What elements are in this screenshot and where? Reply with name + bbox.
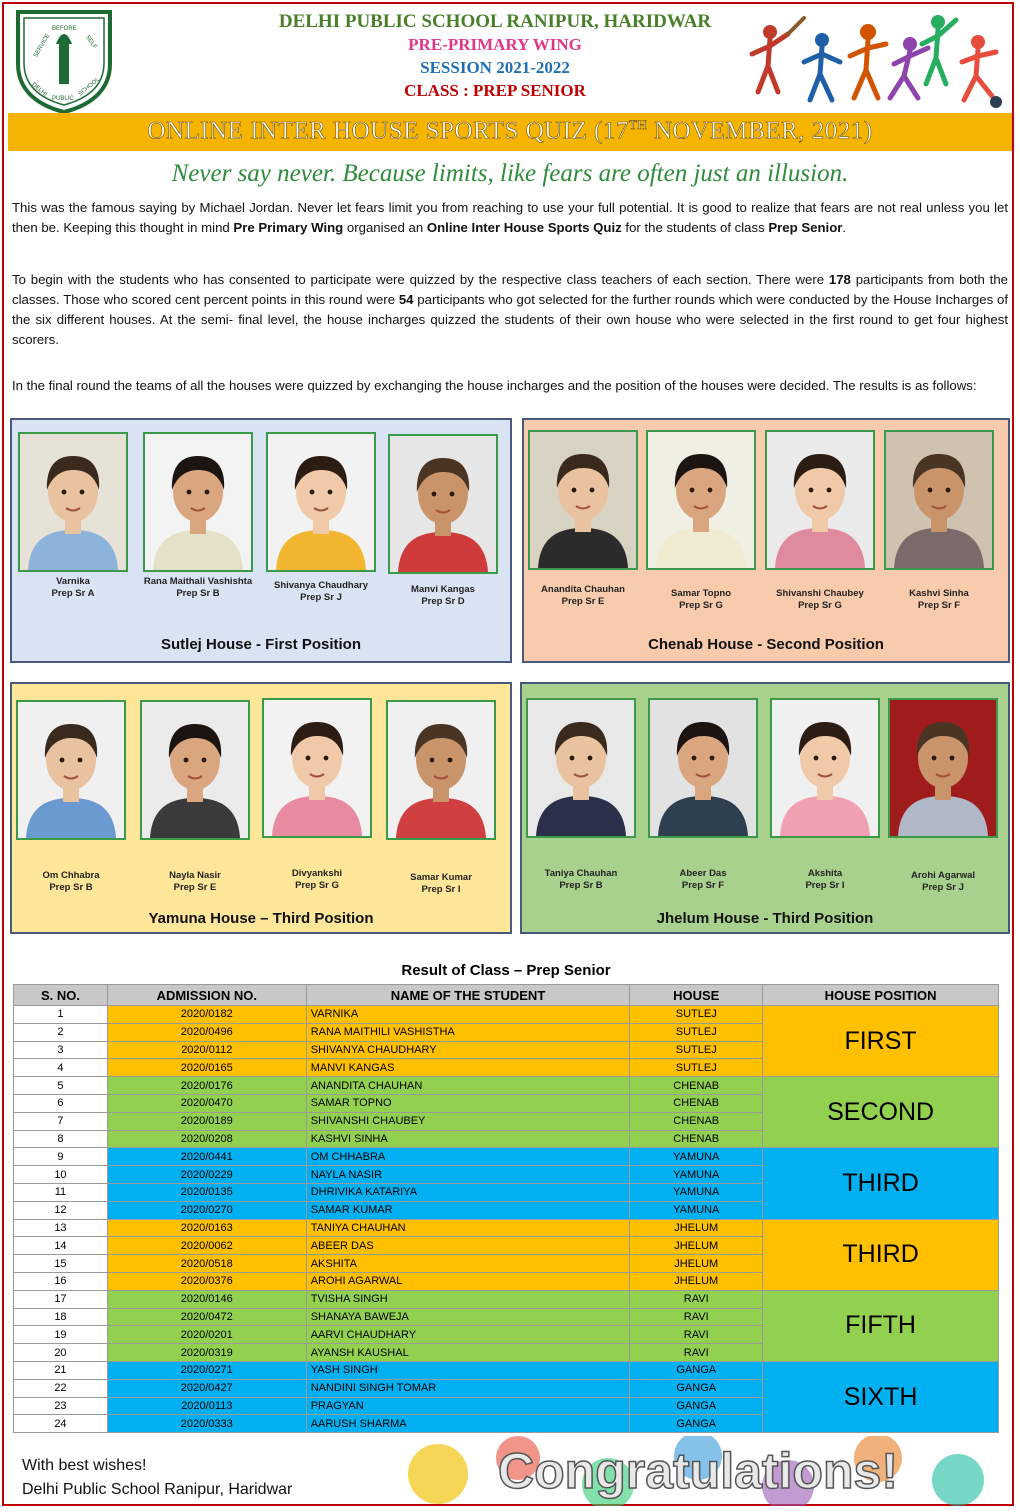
cell-admission: 2020/0208: [107, 1130, 306, 1148]
student-section: Prep Sr G: [679, 600, 723, 611]
house-title: Yamuna House – Third Position: [148, 910, 374, 927]
cell-admission: 2020/0165: [107, 1059, 306, 1077]
cell-admission: 2020/0189: [107, 1112, 306, 1130]
cell-admission: 2020/0229: [107, 1166, 306, 1184]
cell-sno: 2: [14, 1023, 108, 1041]
cell-admission: 2020/0163: [107, 1219, 306, 1237]
student-card: [765, 430, 875, 611]
cell-house: CHENAB: [630, 1112, 763, 1130]
student-name: Anandita Chauhan: [541, 584, 625, 595]
cell-admission: 2020/0176: [107, 1077, 306, 1095]
student-section: Prep Sr A: [51, 588, 95, 599]
cell-sno: 20: [14, 1344, 108, 1362]
cell-name: YASH SINGH: [306, 1361, 630, 1379]
cell-admission: 2020/0062: [107, 1237, 306, 1255]
cell-house: JHELUM: [630, 1255, 763, 1273]
cell-admission: 2020/0319: [107, 1344, 306, 1362]
logo-text: PUBLIC: [52, 96, 74, 102]
session: SESSION 2021-2022: [420, 58, 570, 77]
cell-house: CHENAB: [630, 1077, 763, 1095]
cell-house: CHENAB: [630, 1094, 763, 1112]
student-section: Prep Sr J: [922, 882, 964, 893]
student-card: [266, 432, 376, 603]
student-section: Prep Sr J: [300, 592, 342, 603]
cell-name: VARNIKA: [306, 1006, 630, 1024]
student-caption: [636, 588, 766, 612]
student-photo: [765, 430, 875, 570]
cell-house: SUTLEJ: [630, 1041, 763, 1059]
student-section: Prep Sr F: [681, 880, 725, 891]
student-card: [528, 430, 638, 607]
text: To begin with the students who has consented to participate were quizzed by the respective class teachers of each section. There were: [12, 272, 829, 287]
cell-sno: 8: [14, 1130, 108, 1148]
student-name: Shivanshi Chaubey: [776, 588, 864, 599]
student-section: Prep Sr B: [559, 880, 603, 891]
sports-illustration: [740, 4, 1010, 112]
logo-text: DELHI: [30, 81, 48, 98]
student-name: Samar Topno: [671, 588, 731, 599]
wing-name: PRE-PRIMARY WING: [408, 35, 582, 54]
cell-house: JHELUM: [630, 1272, 763, 1290]
cell-name: NANDINI SINGH TOMAR: [306, 1379, 630, 1397]
cell-house-position: THIRD: [763, 1219, 999, 1290]
student-section: Prep Sr F: [917, 600, 961, 611]
student-section: Prep Sr G: [295, 880, 339, 891]
congratulations-banner: [398, 1436, 998, 1506]
student-caption: [378, 584, 508, 608]
cell-sno: 3: [14, 1041, 108, 1059]
cell-sno: 16: [14, 1272, 108, 1290]
student-photo: [528, 430, 638, 570]
event-title: [8, 117, 1012, 145]
cell-name: TVISHA SINGH: [306, 1290, 630, 1308]
logo-text: BEFORE: [52, 26, 77, 32]
table-header-row: [14, 985, 999, 1006]
student-photo: [143, 432, 253, 572]
student-card: [884, 430, 994, 611]
cell-name: ANANDITA CHAUHAN: [306, 1077, 630, 1095]
student-photo: [884, 430, 994, 570]
bold-text: 54: [398, 292, 414, 307]
student-card: [770, 698, 880, 891]
table-row: [14, 1290, 999, 1308]
house-title: Chenab House - Second Position: [648, 636, 884, 653]
bold-text: 178: [828, 272, 851, 287]
student-name: Rana Maithali Vashishta: [143, 576, 253, 587]
cell-admission: 2020/0271: [107, 1361, 306, 1379]
table-row: [14, 1219, 999, 1237]
table-row: [14, 1006, 999, 1024]
cell-sno: 21: [14, 1361, 108, 1379]
student-section: Prep Sr I: [421, 884, 461, 895]
student-card: [386, 700, 496, 895]
cell-house-position: FIRST: [763, 1006, 999, 1077]
cell-house-position: SIXTH: [763, 1361, 999, 1432]
cell-admission: 2020/0182: [107, 1006, 306, 1024]
paragraph-rounds: [12, 270, 1008, 350]
cell-admission: 2020/0427: [107, 1379, 306, 1397]
student-name: Manvi Kangas: [411, 584, 475, 595]
cell-sno: 5: [14, 1077, 108, 1095]
table-row: [14, 1077, 999, 1095]
student-caption: [256, 580, 386, 604]
logo-text: SERVICE: [33, 33, 52, 59]
text: This was the famous saying by Michael Jordan. Never let fears limit you from reaching to use your full potential. It is good to realize that fears are not real unless you let then be. Keeping this thought in mind: [12, 200, 1008, 235]
cell-name: SHIVANYA CHAUDHARY: [306, 1041, 630, 1059]
cell-sno: 1: [14, 1006, 108, 1024]
student-photo: [266, 432, 376, 572]
logo-text: SCHOOL: [77, 76, 101, 98]
student-name: Taniya Chauhan: [544, 868, 618, 879]
student-name: Samar Kumar: [410, 872, 472, 883]
student-caption: [376, 872, 506, 896]
cell-name: PRAGYAN: [306, 1397, 630, 1415]
cell-name: AKSHITA: [306, 1255, 630, 1273]
cell-sno: 18: [14, 1308, 108, 1326]
cell-name: ABEER DAS: [306, 1237, 630, 1255]
cell-name: KASHVI SINHA: [306, 1130, 630, 1148]
student-name: Kashvi Sinha: [909, 588, 969, 599]
cell-sno: 23: [14, 1397, 108, 1415]
cell-name: AARVI CHAUDHARY: [306, 1326, 630, 1344]
cell-name: AROHI AGARWAL: [306, 1272, 630, 1290]
student-photo: [770, 698, 880, 838]
cell-sno: 11: [14, 1183, 108, 1201]
student-card: [262, 698, 372, 891]
student-photo: [386, 700, 496, 840]
student-caption: [130, 870, 260, 894]
bold-text: Online Inter House Sports Quiz: [426, 220, 622, 235]
cell-name: MANVI KANGAS: [306, 1059, 630, 1077]
student-name: Arohi Agarwal: [910, 870, 976, 881]
student-card: [16, 700, 126, 893]
cell-name: SHANAYA BAWEJA: [306, 1308, 630, 1326]
cell-admission: 2020/0113: [107, 1397, 306, 1415]
cell-sno: 14: [14, 1237, 108, 1255]
student-card: [646, 430, 756, 611]
cell-admission: 2020/0470: [107, 1094, 306, 1112]
student-section: Prep Sr I: [805, 880, 845, 891]
student-name: Om Chhabra: [42, 870, 100, 881]
cell-house: YAMUNA: [630, 1166, 763, 1184]
table-row: [14, 1361, 999, 1379]
cell-house: YAMUNA: [630, 1148, 763, 1166]
cell-house: RAVI: [630, 1326, 763, 1344]
student-section: Prep Sr E: [561, 596, 605, 607]
student-card: [388, 434, 498, 607]
student-photo: [140, 700, 250, 840]
text: for the students of class: [621, 220, 769, 235]
paragraph-intro: [12, 198, 1008, 238]
cell-name: SAMAR KUMAR: [306, 1201, 630, 1219]
student-photo: [646, 430, 756, 570]
cell-name: AYANSH KAUSHAL: [306, 1344, 630, 1362]
cell-name: NAYLA NASIR: [306, 1166, 630, 1184]
header: [0, 0, 1020, 112]
cell-admission: 2020/0376: [107, 1272, 306, 1290]
cell-sno: 9: [14, 1148, 108, 1166]
cell-sno: 7: [14, 1112, 108, 1130]
text: participants who got selected for the further rounds which were conducted by the House Incharges of the six different houses. At the semi- final level, the house incharges quizzed the students of their own house who were selected in the first round to get four highest scorers.: [12, 292, 1008, 347]
title-banner: [8, 113, 1012, 151]
col-header: NAME OF THE STUDENT: [306, 985, 630, 1006]
student-name: Divyankshi: [291, 868, 343, 879]
student-photo: [262, 698, 372, 838]
col-header: HOUSE POSITION: [763, 985, 999, 1006]
cell-name: SAMAR TOPNO: [306, 1094, 630, 1112]
cell-admission: 2020/0146: [107, 1290, 306, 1308]
cell-sno: 24: [14, 1415, 108, 1433]
student-card: [648, 698, 758, 891]
footer-school: Delhi Public School Ranipur, Haridwar: [22, 1481, 293, 1498]
student-name: Varnika: [56, 576, 90, 587]
cell-admission: 2020/0441: [107, 1148, 306, 1166]
cell-sno: 4: [14, 1059, 108, 1077]
student-caption: [133, 576, 263, 600]
student-section: Prep Sr B: [176, 588, 220, 599]
cell-house: RAVI: [630, 1290, 763, 1308]
student-card: [140, 700, 250, 893]
student-photo: [16, 700, 126, 840]
cell-sno: 10: [14, 1166, 108, 1184]
house-title: Jhelum House - Third Position: [656, 910, 874, 927]
cell-admission: 2020/0201: [107, 1326, 306, 1344]
cell-house: RAVI: [630, 1308, 763, 1326]
result-title: Result of Class – Prep Senior: [401, 962, 611, 979]
header-lines: [200, 10, 790, 102]
student-name: Shivanya Chaudhary: [274, 580, 368, 591]
cell-admission: 2020/0518: [107, 1255, 306, 1273]
cell-house: RAVI: [630, 1344, 763, 1362]
cell-house: GANGA: [630, 1379, 763, 1397]
cell-house: YAMUNA: [630, 1183, 763, 1201]
student-name: Akshita: [807, 868, 843, 879]
cell-house: GANGA: [630, 1415, 763, 1433]
title-part: NOVEMBER, 2021): [647, 117, 873, 145]
student-photo: [888, 698, 998, 838]
student-caption: [6, 870, 136, 894]
col-header: ADMISSION NO.: [107, 985, 306, 1006]
student-photo: [388, 434, 498, 574]
cell-name: SHIVANSHI CHAUBEY: [306, 1112, 630, 1130]
student-caption: [755, 588, 885, 612]
col-header: S. NO.: [14, 985, 108, 1006]
cell-house: GANGA: [630, 1397, 763, 1415]
text: organised an: [343, 220, 427, 235]
cell-sno: 22: [14, 1379, 108, 1397]
class-name: CLASS : PREP SENIOR: [404, 81, 586, 100]
text: .: [842, 220, 847, 235]
cell-house-position: SECOND: [763, 1077, 999, 1148]
cell-admission: 2020/0333: [107, 1415, 306, 1433]
cell-house: JHELUM: [630, 1237, 763, 1255]
student-card: [143, 432, 253, 599]
student-photo: [18, 432, 128, 572]
cell-admission: 2020/0270: [107, 1201, 306, 1219]
cell-house: SUTLEJ: [630, 1059, 763, 1077]
footer-wishes: With best wishes!: [22, 1457, 147, 1474]
title-part: ONLINE INTER HOUSE SPORTS QUIZ (17: [147, 117, 629, 145]
result-table: [13, 984, 999, 1433]
table-row: [14, 1148, 999, 1166]
cell-house-position: THIRD: [763, 1148, 999, 1219]
cell-name: DHRIVIKA KATARIYA: [306, 1183, 630, 1201]
student-photo: [648, 698, 758, 838]
student-section: Prep Sr D: [421, 596, 465, 607]
student-caption: [252, 868, 382, 892]
cell-name: AARUSH SHARMA: [306, 1415, 630, 1433]
cell-house: SUTLEJ: [630, 1006, 763, 1024]
student-section: Prep Sr B: [49, 882, 93, 893]
cell-house: GANGA: [630, 1361, 763, 1379]
student-name: Abeer Das: [679, 868, 727, 879]
cell-house-position: FIFTH: [763, 1290, 999, 1361]
text: participants from both the classes. Those who scored cent percent points in this round were: [12, 272, 1008, 307]
student-caption: [8, 576, 138, 600]
paragraph-final: In the final round the teams of all the houses were quizzed by exchanging the house incharges and the position of the houses were decided. The results is as follows:: [12, 378, 977, 393]
student-section: Prep Sr G: [798, 600, 842, 611]
student-card: [526, 698, 636, 891]
cell-name: OM CHHABRA: [306, 1148, 630, 1166]
cell-admission: 2020/0472: [107, 1308, 306, 1326]
cell-admission: 2020/0496: [107, 1023, 306, 1041]
student-caption: [518, 584, 648, 608]
student-photo: [526, 698, 636, 838]
cell-sno: 19: [14, 1326, 108, 1344]
cell-house: SUTLEJ: [630, 1023, 763, 1041]
congratulations-text: Congratulations!: [498, 1443, 898, 1499]
student-card: [888, 698, 998, 893]
cell-name: TANIYA CHAUHAN: [306, 1219, 630, 1237]
title-superscript: TH: [628, 117, 648, 132]
house-title: Sutlej House - First Position: [160, 636, 362, 653]
footer: [22, 1454, 292, 1502]
bold-text: Prep Senior: [768, 220, 843, 235]
student-name: Nayla Nasir: [169, 870, 221, 881]
cell-name: RANA MAITHILI VASHISTHA: [306, 1023, 630, 1041]
cell-admission: 2020/0112: [107, 1041, 306, 1059]
cell-sno: 13: [14, 1219, 108, 1237]
school-name: DELHI PUBLIC SCHOOL RANIPUR, HARIDWAR: [278, 11, 712, 32]
student-caption: [874, 588, 1004, 612]
cell-admission: 2020/0135: [107, 1183, 306, 1201]
student-caption: [638, 868, 768, 892]
student-section: Prep Sr E: [173, 882, 217, 893]
cell-house: JHELUM: [630, 1219, 763, 1237]
student-card: [18, 432, 128, 599]
quote: Never say never. Because limits, like fears are often just an illusion.: [171, 160, 849, 187]
cell-sno: 15: [14, 1255, 108, 1273]
student-caption: [516, 868, 646, 892]
col-header: HOUSE: [630, 985, 763, 1006]
student-caption: [878, 870, 1008, 894]
cell-house: CHENAB: [630, 1130, 763, 1148]
student-caption: [760, 868, 890, 892]
cell-sno: 12: [14, 1201, 108, 1219]
cell-house: YAMUNA: [630, 1201, 763, 1219]
logo-text: SELF: [84, 34, 98, 51]
school-logo: [10, 6, 118, 114]
cell-sno: 17: [14, 1290, 108, 1308]
bold-text: Pre Primary Wing: [233, 220, 344, 235]
cell-sno: 6: [14, 1094, 108, 1112]
